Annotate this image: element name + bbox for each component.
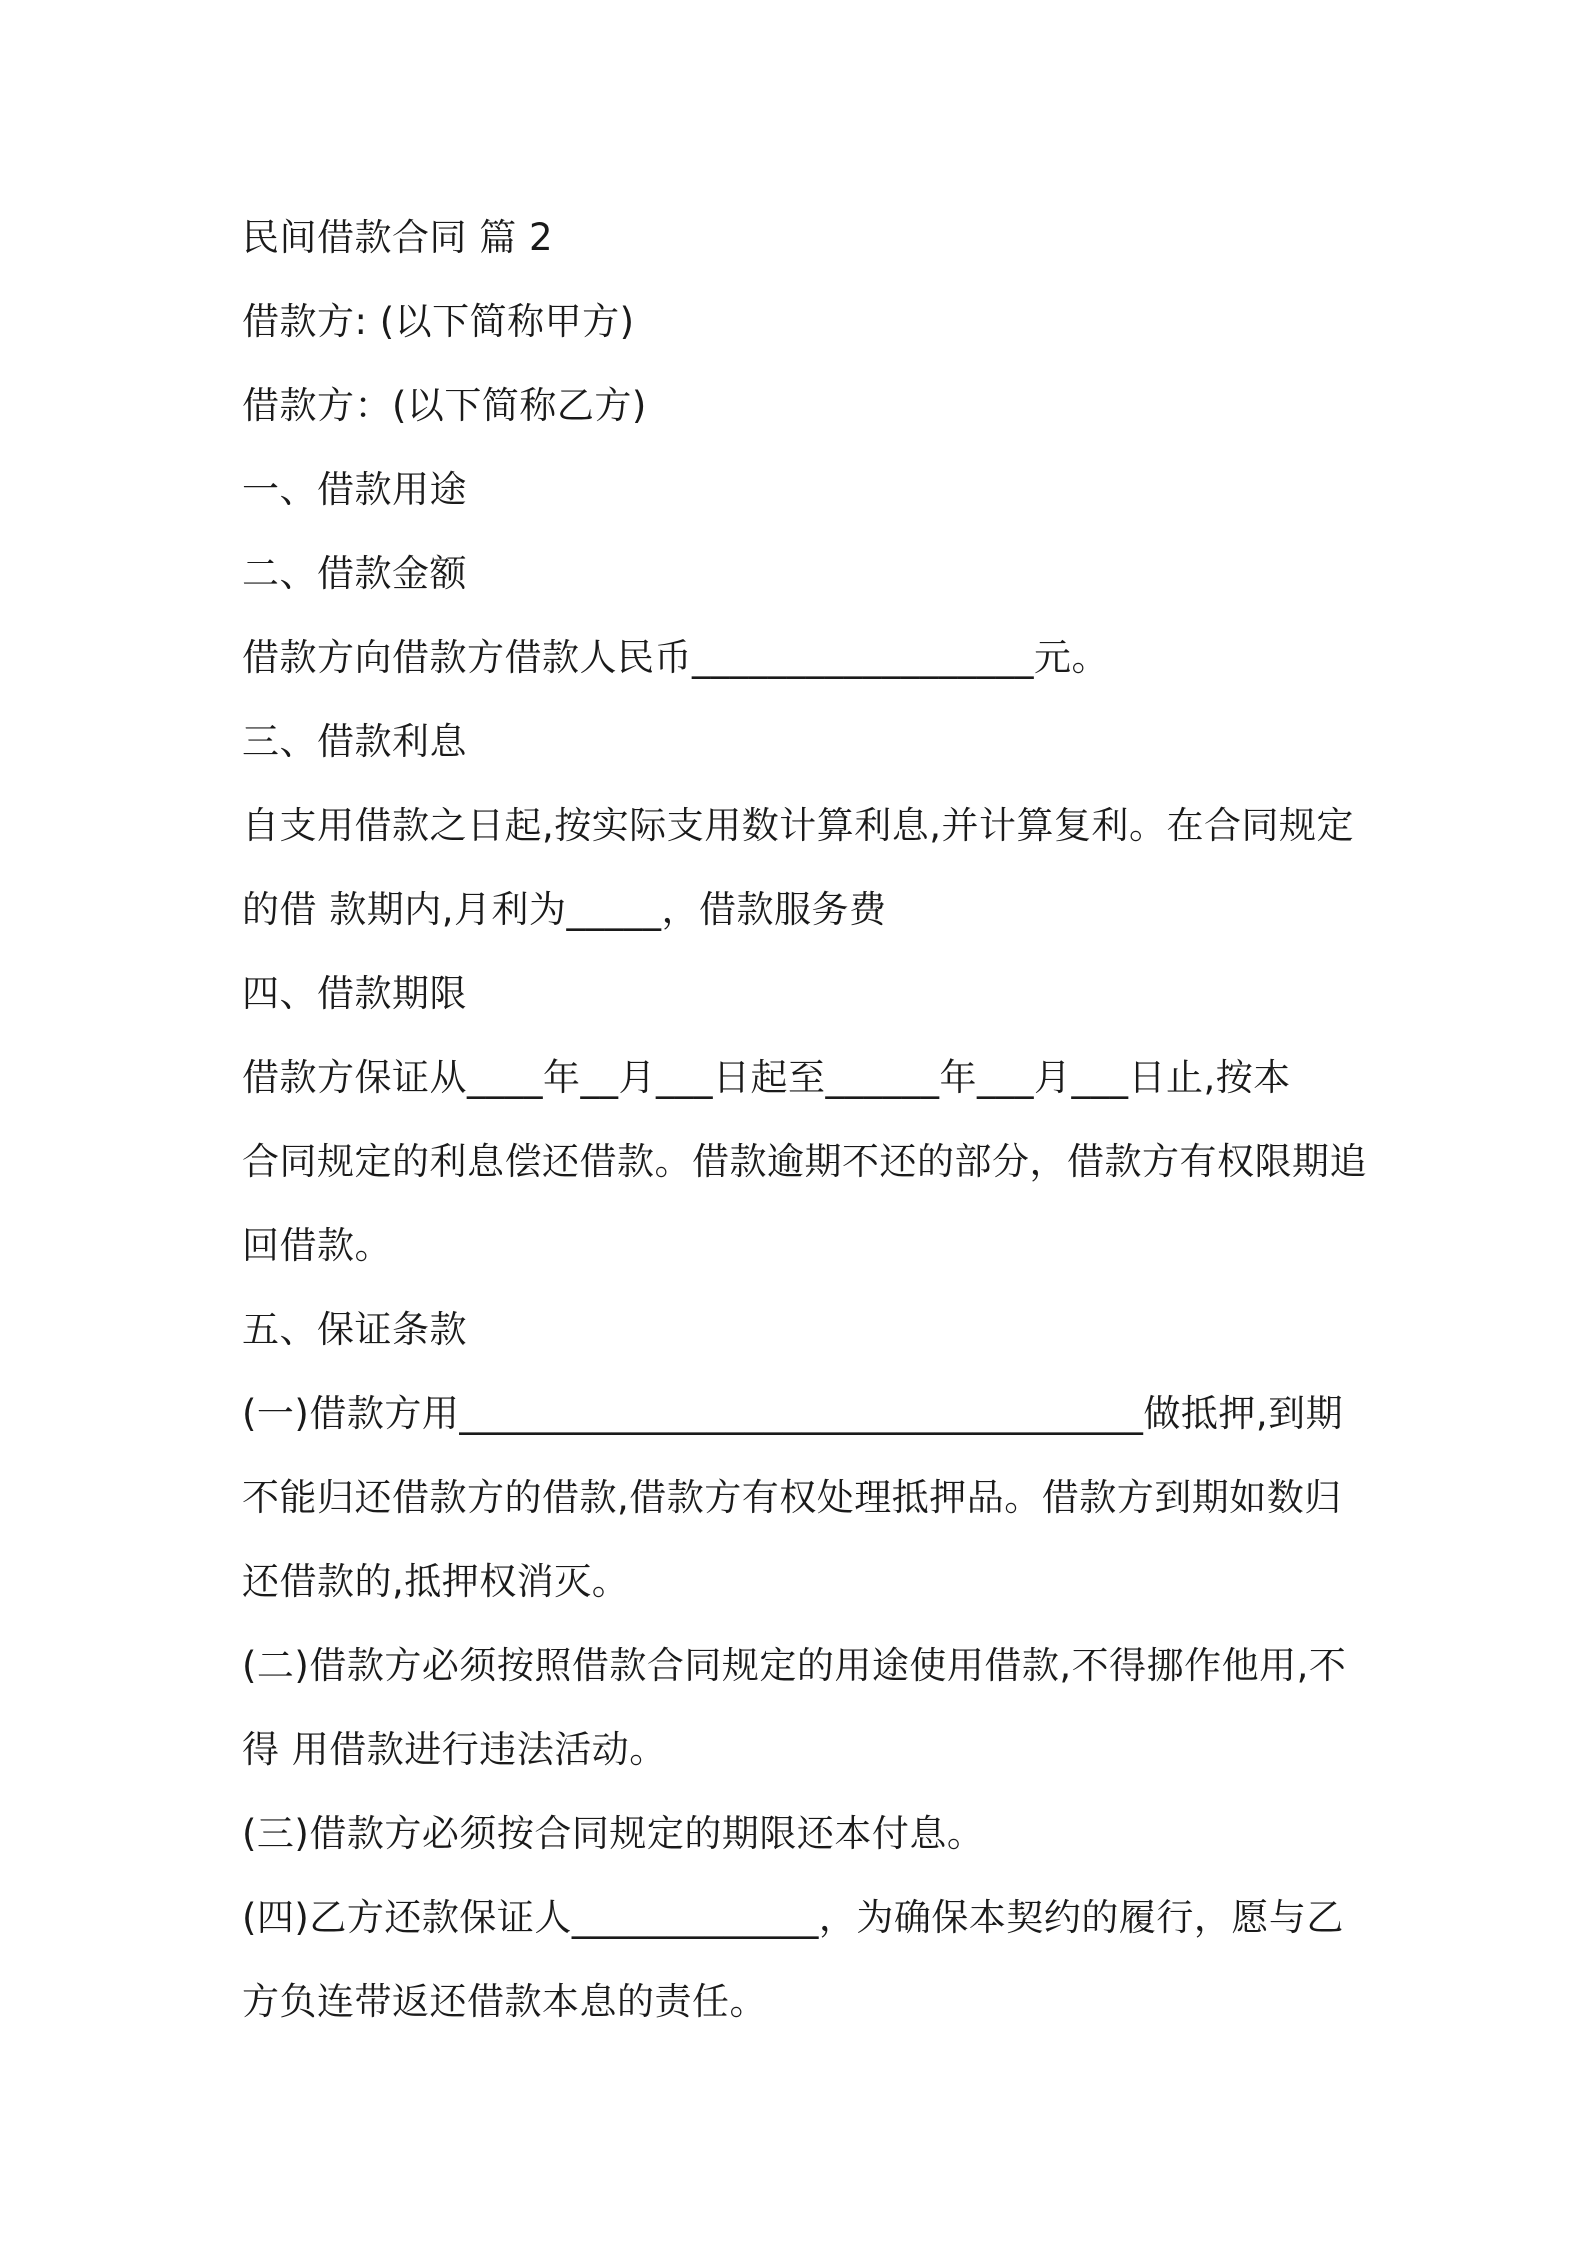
interest-paragraph-line: 的借 款期内,月利为_____，借款服务费 <box>242 888 887 931</box>
amount-paragraph: 借款方向借款方借款人民币__________________元。 <box>242 636 1109 679</box>
interest-paragraph-line: 自支用借款之日起,按实际支用数计算利息,并计算复利。在合同规定 <box>242 804 1355 847</box>
guarantee-clause-2-line: 得 用借款进行违法活动。 <box>242 1728 667 1771</box>
guarantee-clause-1-line: (一)借款方用____________________________________做抵押,到期 <box>242 1392 1344 1435</box>
guarantee-clause-3-line: (三)借款方必须按合同规定的期限还本付息。 <box>242 1812 985 1855</box>
term-paragraph-line: 回借款。 <box>242 1224 392 1267</box>
section-heading-purpose: 一、借款用途 <box>242 468 467 511</box>
section-heading-term: 四、借款期限 <box>242 972 467 1015</box>
guarantee-clause-4-line: (四)乙方还款保证人_____________，为确保本契约的履行，愿与乙 <box>242 1896 1344 1939</box>
party-a-line: 借款方: (以下简称甲方) <box>242 300 635 343</box>
section-heading-amount: 二、借款金额 <box>242 552 467 595</box>
guarantee-clause-2-line: (二)借款方必须按照借款合同规定的用途使用借款,不得挪作他用,不 <box>242 1644 1347 1687</box>
document-title: 民间借款合同 篇 2 <box>242 216 554 259</box>
term-paragraph-line: 借款方保证从____年__月___日起至______年___月___日止,按本 <box>242 1056 1291 1099</box>
guarantee-clause-1-line: 还借款的,抵押权消灭。 <box>242 1560 630 1603</box>
guarantee-clause-4-line: 方负连带返还借款本息的责任。 <box>242 1980 767 2023</box>
guarantee-clause-1-line: 不能归还借款方的借款,借款方有权处理抵押品。借款方到期如数归 <box>242 1476 1342 1519</box>
section-heading-interest: 三、借款利息 <box>242 720 467 763</box>
contract-body <box>242 196 1367 2044</box>
section-heading-guarantee: 五、保证条款 <box>242 1308 467 1351</box>
term-paragraph-line: 合同规定的利息偿还借款。借款逾期不还的部分，借款方有权限期追 <box>242 1140 1367 1183</box>
party-b-line: 借款方：(以下简称乙方) <box>242 384 647 427</box>
